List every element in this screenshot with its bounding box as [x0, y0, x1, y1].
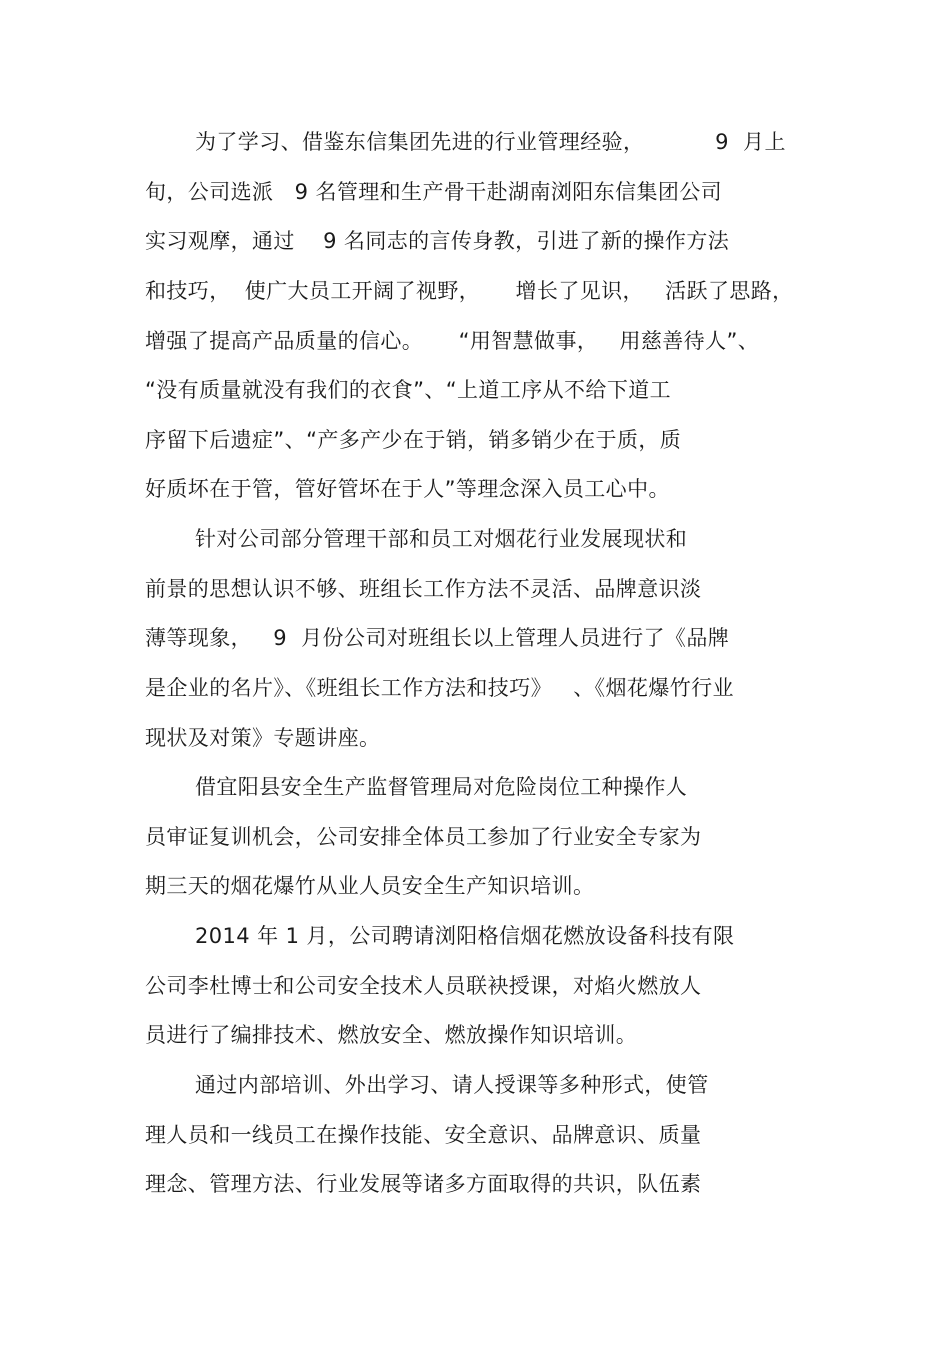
- text-line: 和技巧， 使广大员工开阔了视野， 增长了见识， 活跃了思路，: [145, 279, 794, 303]
- text-line: 实习观摩，通过 9 名同志的言传身教，引进了新的操作方法: [145, 229, 730, 253]
- text-line: 通过内部培训、外出学习、请人授课等多种形式，使管: [195, 1073, 709, 1097]
- text-line: 现状及对策》专题讲座。: [145, 726, 381, 750]
- text-line: 员进行了编排技术、燃放安全、燃放操作知识培训。: [145, 1023, 638, 1047]
- text-line: 薄等现象， 9 月份公司对班组长以上管理人员进行了《品牌: [145, 626, 730, 650]
- text-line: 理念、管理方法、行业发展等诸多方面取得的共识，队伍素: [145, 1172, 702, 1196]
- text-line: 好质坏在于管，管好管坏在于人”等理念深入员工心中。: [145, 477, 670, 501]
- text-line: “没有质量就没有我们的衣食”、“上道工序从不给下道工: [145, 378, 672, 402]
- text-line: 序留下后遗症”、“产多产少在于销，销多销少在于质，质: [145, 428, 682, 452]
- text-line: 增强了提高产品质量的信心。 “用智慧做事， 用慈善待人”、: [145, 329, 760, 353]
- text-line: 员审证复训机会，公司安排全体员工参加了行业安全专家为: [145, 825, 702, 849]
- text-line: 前景的思想认识不够、班组长工作方法不灵活、品牌意识淡: [145, 577, 702, 601]
- text-line: 旬，公司选派 9 名管理和生产骨干赴湖南浏阳东信集团公司: [145, 180, 723, 204]
- text-line: 针对公司部分管理干部和员工对烟花行业发展现状和: [195, 527, 688, 551]
- text-line: 借宜阳县安全生产监督管理局对危险岗位工种操作人: [195, 775, 688, 799]
- text-line: 是企业的名片》、《班组长工作方法和技巧》 、《烟花爆竹行业: [145, 676, 734, 700]
- text-line: 期三天的烟花爆竹从业人员安全生产知识培训。: [145, 874, 595, 898]
- text-line: 理人员和一线员工在操作技能、安全意识、品牌意识、质量: [145, 1123, 702, 1147]
- text-line: 为了学习、借鉴东信集团先进的行业管理经验， 9 月上: [195, 130, 786, 154]
- text-line: 2014 年 1 月，公司聘请浏阳格信烟花燃放设备科技有限: [195, 924, 735, 948]
- text-line: 公司李杜博士和公司安全技术人员联袂授课，对焰火燃放人: [145, 974, 702, 998]
